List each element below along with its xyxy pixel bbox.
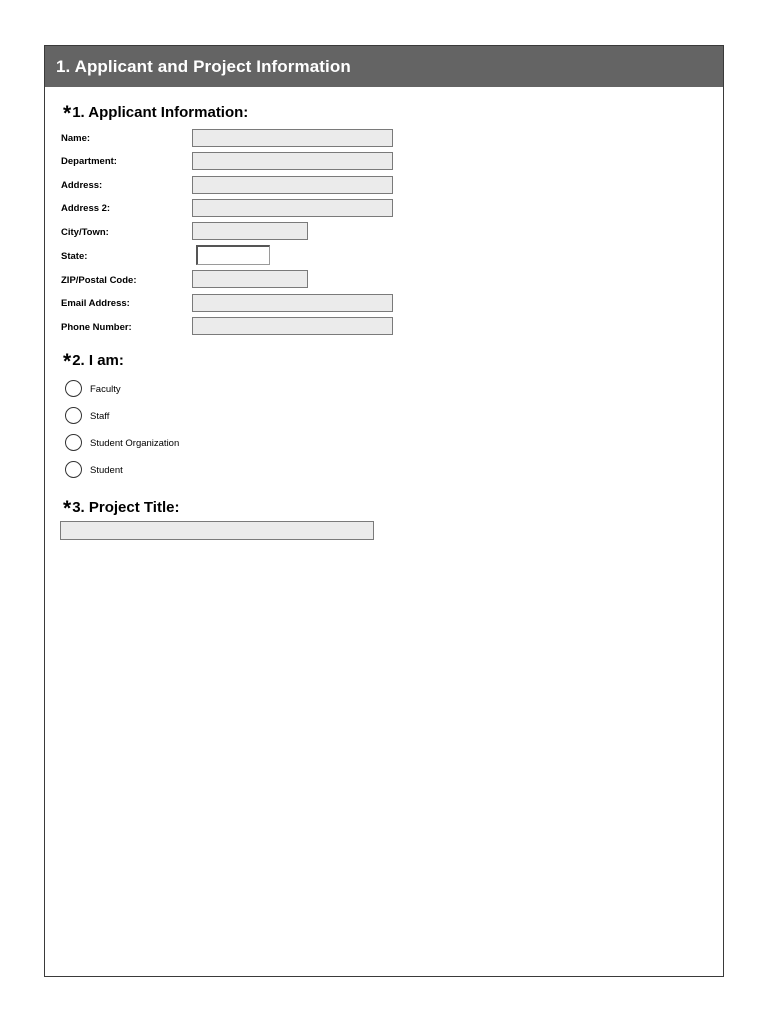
state-select[interactable] — [196, 245, 270, 265]
radio-button[interactable] — [65, 407, 82, 424]
radio-label: Faculty — [90, 384, 121, 395]
email-label: Email Address: — [61, 298, 130, 309]
city-field[interactable] — [192, 222, 308, 240]
radio-button[interactable] — [65, 461, 82, 478]
radio-button[interactable] — [65, 434, 82, 451]
radio-label: Staff — [90, 411, 110, 422]
radio-label: Student — [90, 465, 123, 476]
q3-heading-text: 3. Project Title: — [72, 499, 180, 516]
address2-field[interactable] — [192, 199, 393, 217]
city-label: City/Town: — [61, 227, 109, 238]
q3-heading — [63, 497, 180, 520]
q1-heading — [63, 102, 249, 125]
department-label: Department: — [61, 156, 117, 167]
department-field[interactable] — [192, 152, 393, 170]
name-label: Name: — [61, 133, 91, 144]
email-field[interactable] — [192, 294, 393, 312]
address-field[interactable] — [192, 176, 393, 194]
required-asterisk: * — [63, 350, 72, 373]
section-title: 1. Applicant and Project Information — [56, 57, 351, 76]
address-label: Address: — [61, 180, 103, 191]
project-title-field[interactable] — [60, 521, 374, 540]
q2-heading-text: 2. I am: — [72, 352, 124, 369]
required-asterisk: * — [63, 102, 72, 125]
radio-label: Student Organization — [90, 438, 180, 449]
radio-button[interactable] — [65, 380, 82, 397]
q1-heading-text: 1. Applicant Information: — [72, 104, 249, 121]
zip-field[interactable] — [192, 270, 308, 288]
state-label: State: — [61, 251, 88, 262]
name-field[interactable] — [192, 129, 393, 147]
phone-label: Phone Number: — [61, 322, 132, 333]
phone-field[interactable] — [192, 317, 393, 335]
required-asterisk: * — [63, 497, 72, 520]
q2-heading — [63, 350, 124, 373]
form-page — [44, 45, 724, 977]
address2-label: Address 2: — [61, 203, 111, 214]
section-header — [45, 46, 723, 87]
zip-label: ZIP/Postal Code: — [61, 275, 137, 286]
